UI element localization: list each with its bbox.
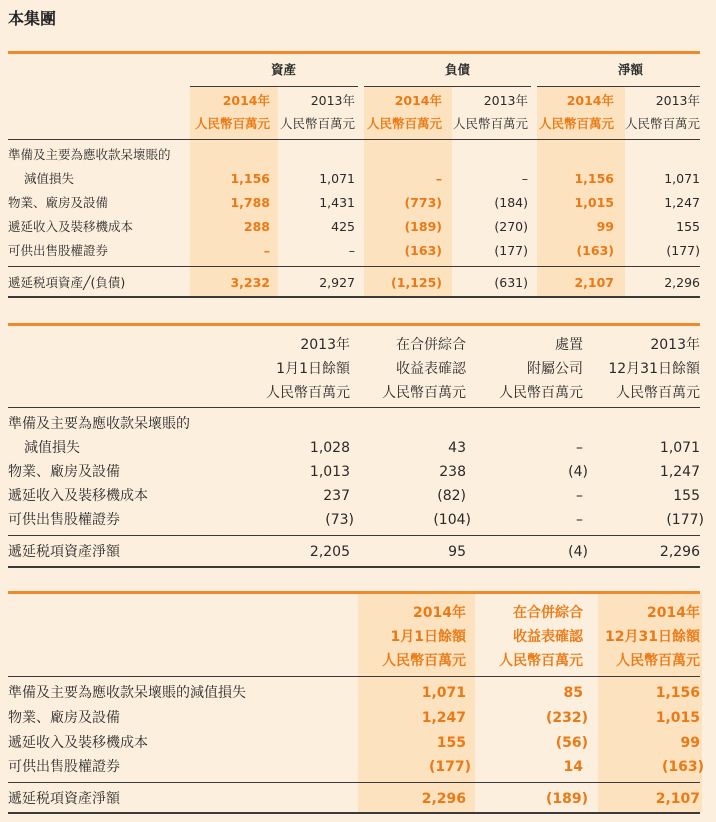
table1-cell: (773) [404, 195, 442, 210]
table2-total-cell: (4) [568, 544, 588, 560]
table1-cell: 425 [331, 219, 355, 234]
table2-header: 收益表確認 [396, 361, 466, 377]
table2-cell: – [576, 512, 583, 528]
table3-total-cell: (189) [545, 791, 588, 807]
table2-header: 在合併綜合 [396, 337, 466, 353]
table1-cell: 1,247 [664, 195, 700, 210]
table1-cell: 99 [596, 219, 614, 234]
table2-cell: 1,247 [659, 464, 700, 480]
table1-cell: 155 [676, 219, 700, 234]
table3-header-rule [8, 676, 700, 677]
table1-unit-header: 人民幣百萬元 [624, 116, 700, 131]
table2-cell: 155 [673, 488, 700, 504]
table2-header: 處置 [555, 337, 583, 353]
table1-cell: – [263, 243, 270, 258]
table1-cell: (184) [494, 195, 528, 210]
table3-cell: 99 [680, 735, 700, 751]
table2-cell: 1,013 [309, 464, 350, 480]
table3-top-rule [8, 591, 700, 594]
table3-cell: 14 [563, 759, 583, 775]
table3-header: 12月31日餘額 [605, 629, 700, 645]
table3-header: 2014年 [413, 605, 466, 621]
table1-unit-header: 人民幣百萬元 [279, 116, 355, 131]
table3-cell: 1,156 [655, 685, 700, 701]
table1-cell: (163) [404, 243, 442, 258]
table3-header: 在合併綜合 [513, 605, 583, 621]
table1-year-header: 2013年 [655, 93, 700, 108]
table3-header: 2014年 [647, 605, 700, 621]
table2-header: 12月31日餘額 [608, 361, 700, 377]
table2-cell: (4) [568, 464, 588, 480]
table2-row-label: 遞延收入及裝移機成本 [8, 488, 148, 504]
table3-total-top-rule [8, 782, 700, 783]
table1-bottom-rule [8, 296, 700, 298]
table2-cell: 1,071 [659, 440, 700, 456]
table1-group-assets: 資產 [270, 62, 296, 77]
table2-total-cell: 2,296 [659, 544, 700, 560]
table1-cell: – [348, 243, 355, 258]
table3-cell: 1,247 [421, 710, 466, 726]
table1-cell: 1,071 [319, 171, 355, 186]
table2-total-label: 遞延税項資產淨額 [8, 544, 120, 560]
table1-cell: 1,071 [664, 171, 700, 186]
table1-total-cell: (631) [494, 275, 528, 290]
table3-row-label: 物業、廠房及設備 [8, 710, 120, 726]
table1-row-label: 物業、廠房及設備 [8, 195, 109, 210]
table3-total-label: 遞延税項資產淨額 [8, 791, 120, 807]
table1-cell: (163) [576, 243, 614, 258]
table3-shade-opening [358, 594, 475, 812]
table2-cell: – [576, 488, 583, 504]
table1-total-top-rule [8, 266, 700, 267]
table3-header: 人民幣百萬元 [499, 653, 583, 669]
table2-cell: (82) [437, 488, 466, 504]
table1-unit-header: 人民幣百萬元 [366, 116, 442, 131]
table1-cell: – [435, 171, 442, 186]
table2-cell: 43 [448, 440, 466, 456]
table1-year-header: 2014年 [394, 93, 442, 108]
table3-cell: (177) [428, 759, 471, 775]
table1-unit-header: 人民幣百萬元 [194, 116, 270, 131]
table3-cell: (232) [545, 710, 588, 726]
table1-year-header: 2014年 [222, 93, 270, 108]
table1-cell: 288 [243, 219, 270, 234]
table1-cell: 1,156 [230, 171, 270, 186]
table3-total-cell: 2,296 [421, 791, 466, 807]
table1-row-label: 可供出售股權證券 [8, 243, 109, 258]
table1-cell: 1,431 [319, 195, 355, 210]
table2-row-label: 物業、廠房及設備 [8, 464, 120, 480]
table2-header: 2013年 [650, 337, 700, 353]
table1-top-rule [8, 51, 700, 54]
table1-group-net: 淨額 [617, 62, 643, 77]
table2-header: 人民幣百萬元 [499, 385, 583, 401]
table1-total-cell: 2,107 [574, 275, 614, 290]
table3-cell: (163) [661, 759, 704, 775]
table2-cell: 1,028 [309, 440, 350, 456]
table1-group-rule-assets [190, 86, 358, 87]
table2-cell: (73) [325, 512, 354, 528]
table1-cell: – [521, 171, 528, 186]
table1-cell: (177) [494, 243, 528, 258]
table1-total-cell: 2,296 [664, 275, 700, 290]
table1-unit-header: 人民幣百萬元 [452, 116, 528, 131]
table1-header-rule [8, 139, 700, 140]
table2-total-cell: 95 [448, 544, 466, 560]
table2-header: 人民幣百萬元 [266, 385, 350, 401]
table2-cell: 237 [323, 488, 350, 504]
table2-header: 1月1日餘額 [276, 361, 350, 377]
table1-row-label: 減值損失 [24, 171, 75, 186]
table1-total-cell: (1,125) [391, 275, 442, 290]
table2-header: 人民幣百萬元 [382, 385, 466, 401]
table2-total-cell: 2,205 [309, 544, 350, 560]
table2-cell: (177) [666, 512, 704, 528]
table2-header-rule [8, 407, 700, 408]
table1-cell: 1,015 [574, 195, 614, 210]
table1-cell: 1,156 [574, 171, 614, 186]
table3-cell: 85 [563, 685, 583, 701]
table2-header: 2013年 [300, 337, 350, 353]
table3-header: 1月1日餘額 [390, 629, 466, 645]
table3-cell: 1,015 [655, 710, 700, 726]
table1-cell: (270) [494, 219, 528, 234]
table1-total-cell: 3,232 [230, 275, 270, 290]
table2-header: 人民幣百萬元 [616, 385, 700, 401]
table1-year-header: 2013年 [310, 93, 355, 108]
table1-year-header: 2013年 [483, 93, 528, 108]
table1-year-header: 2014年 [566, 93, 614, 108]
table1-cell: (189) [404, 219, 442, 234]
table3-header: 人民幣百萬元 [616, 653, 700, 669]
table3-row-label: 準備及主要為應收款呆壞賬的減值損失 [8, 685, 246, 701]
table2-cell: – [576, 440, 583, 456]
table1-total-label: 遞延税項資產╱(負債) [8, 275, 126, 290]
table2-top-rule [8, 323, 700, 326]
table2-bottom-rule [8, 566, 700, 568]
table2-cell: (104) [433, 512, 471, 528]
table2-total-top-rule [8, 535, 700, 536]
table3-cell: (56) [555, 735, 588, 751]
table3-cell: 155 [436, 735, 466, 751]
table3-row-label: 可供出售股權證券 [8, 759, 120, 775]
table3-header: 收益表確認 [513, 629, 583, 645]
table3-shade-closing [598, 594, 702, 812]
table2-row-label: 準備及主要為應收款呆壞賬的 [8, 416, 190, 432]
table1-cell: (177) [666, 243, 700, 258]
table1-row-label: 遞延收入及裝移機成本 [8, 219, 134, 234]
table3-row-label: 遞延收入及裝移機成本 [8, 735, 148, 751]
table2-row-label: 減值損失 [24, 440, 80, 456]
table1-total-cell: 2,927 [319, 275, 355, 290]
page-title: 本集團 [8, 9, 57, 28]
table3-total-cell: 2,107 [655, 791, 700, 807]
table2-row-label: 可供出售股權證券 [8, 512, 120, 528]
table1-unit-header: 人民幣百萬元 [538, 116, 614, 131]
table3-cell: 1,071 [421, 685, 466, 701]
table2-header: 附屬公司 [527, 361, 583, 377]
table1-group-rule-net [537, 86, 700, 87]
table1-group-rule-liab [364, 86, 531, 87]
table3-header: 人民幣百萬元 [382, 653, 466, 669]
table1-row-label: 準備及主要為應收款呆壞賬的 [8, 147, 171, 162]
table2-cell: 238 [439, 464, 466, 480]
table1-group-liabilities: 負債 [444, 62, 470, 77]
table3-bottom-rule [8, 812, 700, 814]
table1-cell: 1,788 [230, 195, 270, 210]
